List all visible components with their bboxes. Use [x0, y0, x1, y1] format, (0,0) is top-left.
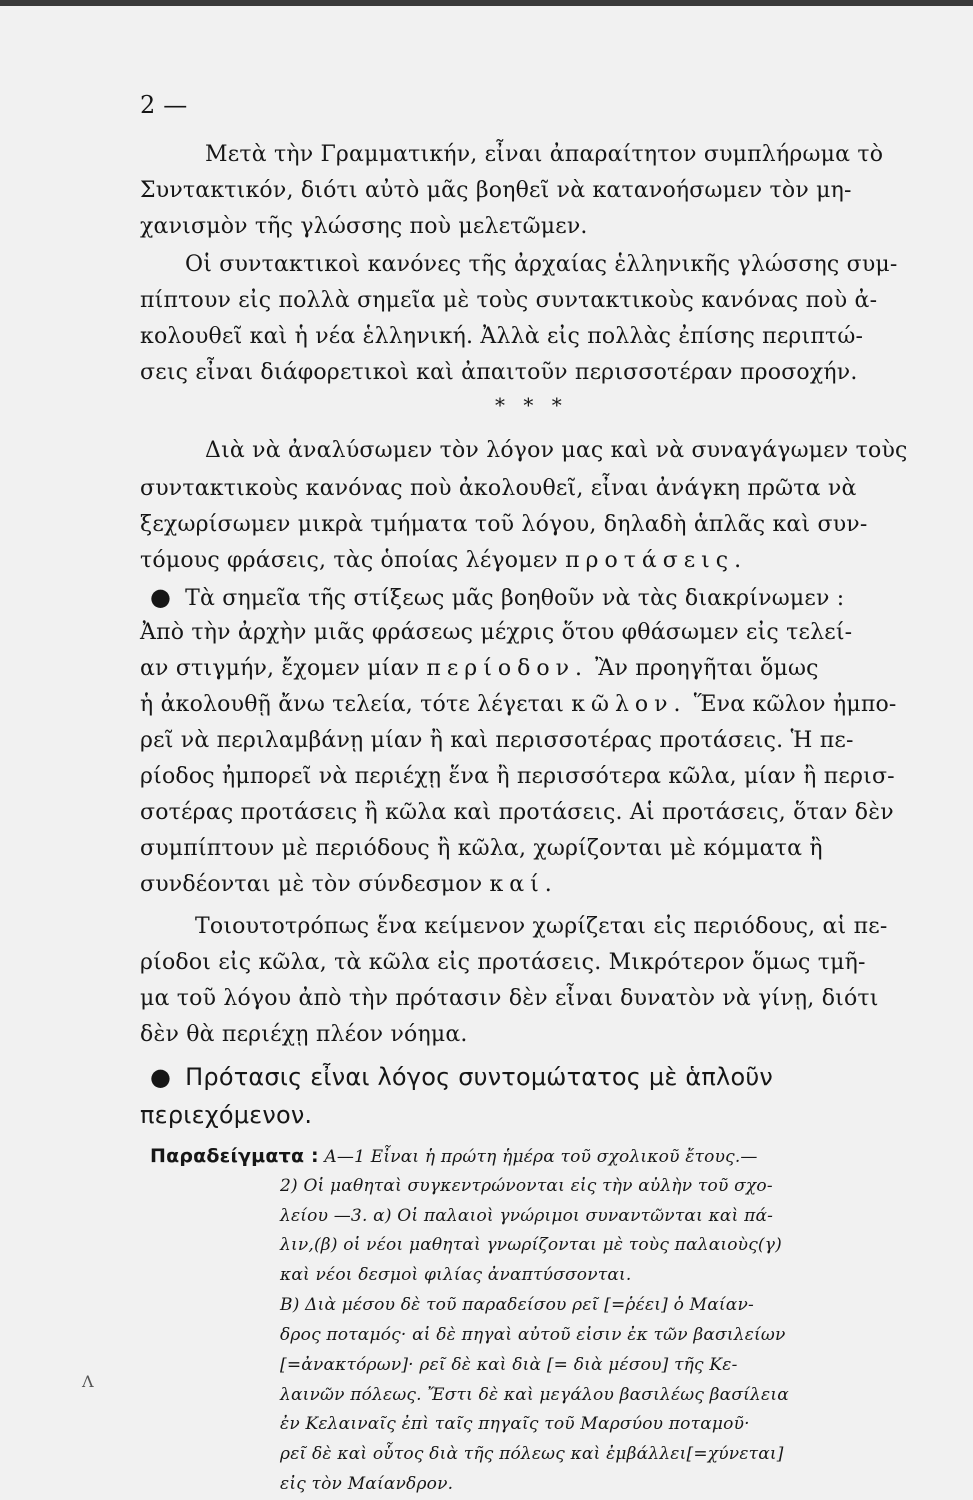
- section1-line: ξεχωρίσωμεν μικρὰ τμήματα τοῦ λόγου, δηλαδὴ ἁπλᾶς καὶ συν-: [140, 512, 868, 537]
- intro-line: χανισμὸν τῆς γλώσσης ποὺ μελετῶμεν.: [140, 214, 588, 239]
- section1-line: Διὰ νὰ ἀναλύσωμεν τὸν λόγον μας καὶ νὰ συναγάγωμεν τοὺς: [205, 438, 908, 463]
- term-protaseis: προτάσεις.: [565, 548, 748, 573]
- section2-line: ρεῖ νὰ περιλαμβάνῃ μίαν ἢ καὶ περισσοτέρας προτάσεις. Ἡ πε-: [140, 728, 854, 753]
- example-text: Α—1 Εἶναι ἡ πρώτη ἡμέρα τοῦ σχολικοῦ ἔτους.—: [324, 1147, 758, 1167]
- section3-line: Τοιουτοτρόπως ἕνα κείμενον χωρίζεται εἰς περιόδους, αἱ πε-: [195, 914, 888, 939]
- examples-line: ἐν Κελαιναῖς ἐπὶ ταῖς πηγαῖς τοῦ Μαρσύου ποταμοῦ·: [280, 1414, 750, 1434]
- intro-line: Μετὰ τὴν Γραμματικήν, εἶναι ἀπαραίτητον συμπλήρωμα τὸ: [205, 142, 884, 167]
- definition-line: περιεχόμενον.: [140, 1101, 313, 1129]
- examples-line: καὶ νέοι δεσμοὶ φιλίας ἀναπτύσσονται.: [280, 1265, 632, 1285]
- examples-label: Παραδείγματα :: [150, 1145, 319, 1167]
- examples-line: Β) Διὰ μέσου δὲ τοῦ παραδείσου ρεῖ [=ῥέει] ὁ Μαίαν-: [280, 1295, 754, 1315]
- intro-line: σεις εἶναι διάφορετικοὶ καὶ ἀπαιτοῦν περισσοτέραν προσοχήν.: [140, 360, 858, 385]
- section1-line: [140, 546, 747, 576]
- definition-text: Πρότασις εἶναι λόγος συντομώτατος μὲ ἁπλοῦν: [185, 1063, 774, 1091]
- section2-line: [140, 654, 819, 684]
- definition-line: [150, 1062, 773, 1092]
- section2-line: [150, 582, 844, 614]
- margin-mark: Λ: [82, 1372, 94, 1391]
- term-periodon: περίοδον.: [426, 656, 588, 681]
- examples-line: λείου —3. α) Οἱ παλαιοὶ γνώριμοι συναντῶνται καὶ πά-: [280, 1206, 774, 1226]
- term-kolon: κῶλον.: [571, 692, 687, 717]
- section2-line: Ἀπὸ τὴν ἀρχὴν μιᾶς φράσεως μέχρις ὅτου φθάσωμεν εἰς τελεί-: [140, 620, 853, 645]
- intro-line: Οἱ συντακτικοὶ κανόνες τῆς ἀρχαίας ἑλληνικῆς γλώσσης συμ-: [185, 252, 898, 277]
- examples-line: ρεῖ δὲ καὶ οὗτος διὰ τῆς πόλεως καὶ ἐμβάλλει[=χύνεται]: [280, 1444, 784, 1464]
- examples-line: [=ἀνακτόρων]· ρεῖ δὲ καὶ διὰ [= διὰ μέσου] τῆς Κε-: [280, 1355, 738, 1375]
- section2-text: Ἕνα κῶλον ἠμπο-: [686, 692, 897, 717]
- section1-text: τόμους φράσεις, τὰς ὁποίας λέγομεν: [140, 548, 566, 573]
- section2-line: συμπίπτουν μὲ περιόδους ἢ κῶλα, χωρίζονται μὲ κόμματα ἢ: [140, 836, 823, 861]
- section1-line: συντακτικοὺς κανόνας ποὺ ἀκολουθεῖ, εἶναι ἀνάγκη πρῶτα νὰ: [140, 476, 857, 501]
- intro-line: κολουθεῖ καὶ ἡ νέα ἑλληνική. Ἀλλὰ εἰς πολλὰς ἐπίσης περιπτώ-: [140, 324, 864, 349]
- intro-line: Συντακτικόν, διότι αὐτὸ μᾶς βοηθεῖ νὰ κατανοήσωμεν τὸν μη-: [140, 178, 852, 203]
- page-top-edge: [0, 0, 973, 6]
- section3-line: ρίοδοι εἰς κῶλα, τὰ κῶλα εἰς προτάσεις. Μικρότερον ὅμως τμῆ-: [140, 950, 866, 975]
- section2-line: [140, 690, 897, 720]
- term-kai: καί.: [489, 872, 558, 897]
- section2-line: σοτέρας προτάσεις ἢ κῶλα καὶ προτάσεις. Αἱ προτάσεις, ὅταν δὲν: [140, 800, 894, 825]
- examples-line: λαινῶν πόλεως. Ἔστι δὲ καὶ μεγάλου βασιλέως βασίλεια: [280, 1385, 789, 1405]
- examples-line: [150, 1142, 758, 1172]
- section2-line: ρίοδος ἠμπορεῖ νὰ περιέχῃ ἕνα ἢ περισσότερα κῶλα, μίαν ἢ περισ-: [140, 764, 895, 789]
- section2-text: συνδέονται μὲ τὸν σύνδεσμον: [140, 872, 490, 897]
- section3-line: δὲν θὰ περιέχῃ πλέον νόημα.: [140, 1022, 468, 1047]
- bullet-icon: ●: [150, 1063, 172, 1091]
- section2-text: Τὰ σημεῖα τῆς στίξεως μᾶς βοηθοῦν νὰ τὰς διακρίνωμεν :: [185, 586, 845, 611]
- examples-line: εἰς τὸν Μαίανδρον.: [280, 1474, 454, 1494]
- examples-line: δρος ποταμός· αἱ δὲ πηγαὶ αὐτοῦ εἰσιν ἐκ τῶν βασιλείων: [280, 1325, 786, 1345]
- intro-line: πίπτουν εἰς πολλὰ σημεῖα μὲ τοὺς συντακτικοὺς κανόνας ποὺ ἀ-: [140, 288, 878, 313]
- section2-text: ἡ ἀκολουθῇ ἄνω τελεία, τότε λέγεται: [140, 692, 572, 717]
- bullet-icon: ●: [150, 582, 172, 611]
- section2-text: αν στιγμήν, ἔχομεν μίαν: [140, 656, 427, 681]
- section3-line: μα τοῦ λόγου ἀπὸ τὴν πρότασιν δὲν εἶναι δυνατὸν νὰ γίνῃ, διότι: [140, 986, 879, 1011]
- section2-line: [140, 870, 558, 900]
- section2-text: Ἂν προηγῆται ὅμως: [587, 656, 819, 681]
- page-number: 2 —: [140, 91, 188, 119]
- asterism-separator: * * *: [495, 393, 568, 417]
- examples-line: λιν,(β) οἱ νέοι μαθηταὶ γνωρίζονται μὲ τοὺς παλαιοὺς(γ): [280, 1235, 782, 1255]
- examples-line: 2) Οἱ μαθηταὶ συγκεντρώνονται εἰς τὴν αὐλὴν τοῦ σχο-: [280, 1176, 773, 1196]
